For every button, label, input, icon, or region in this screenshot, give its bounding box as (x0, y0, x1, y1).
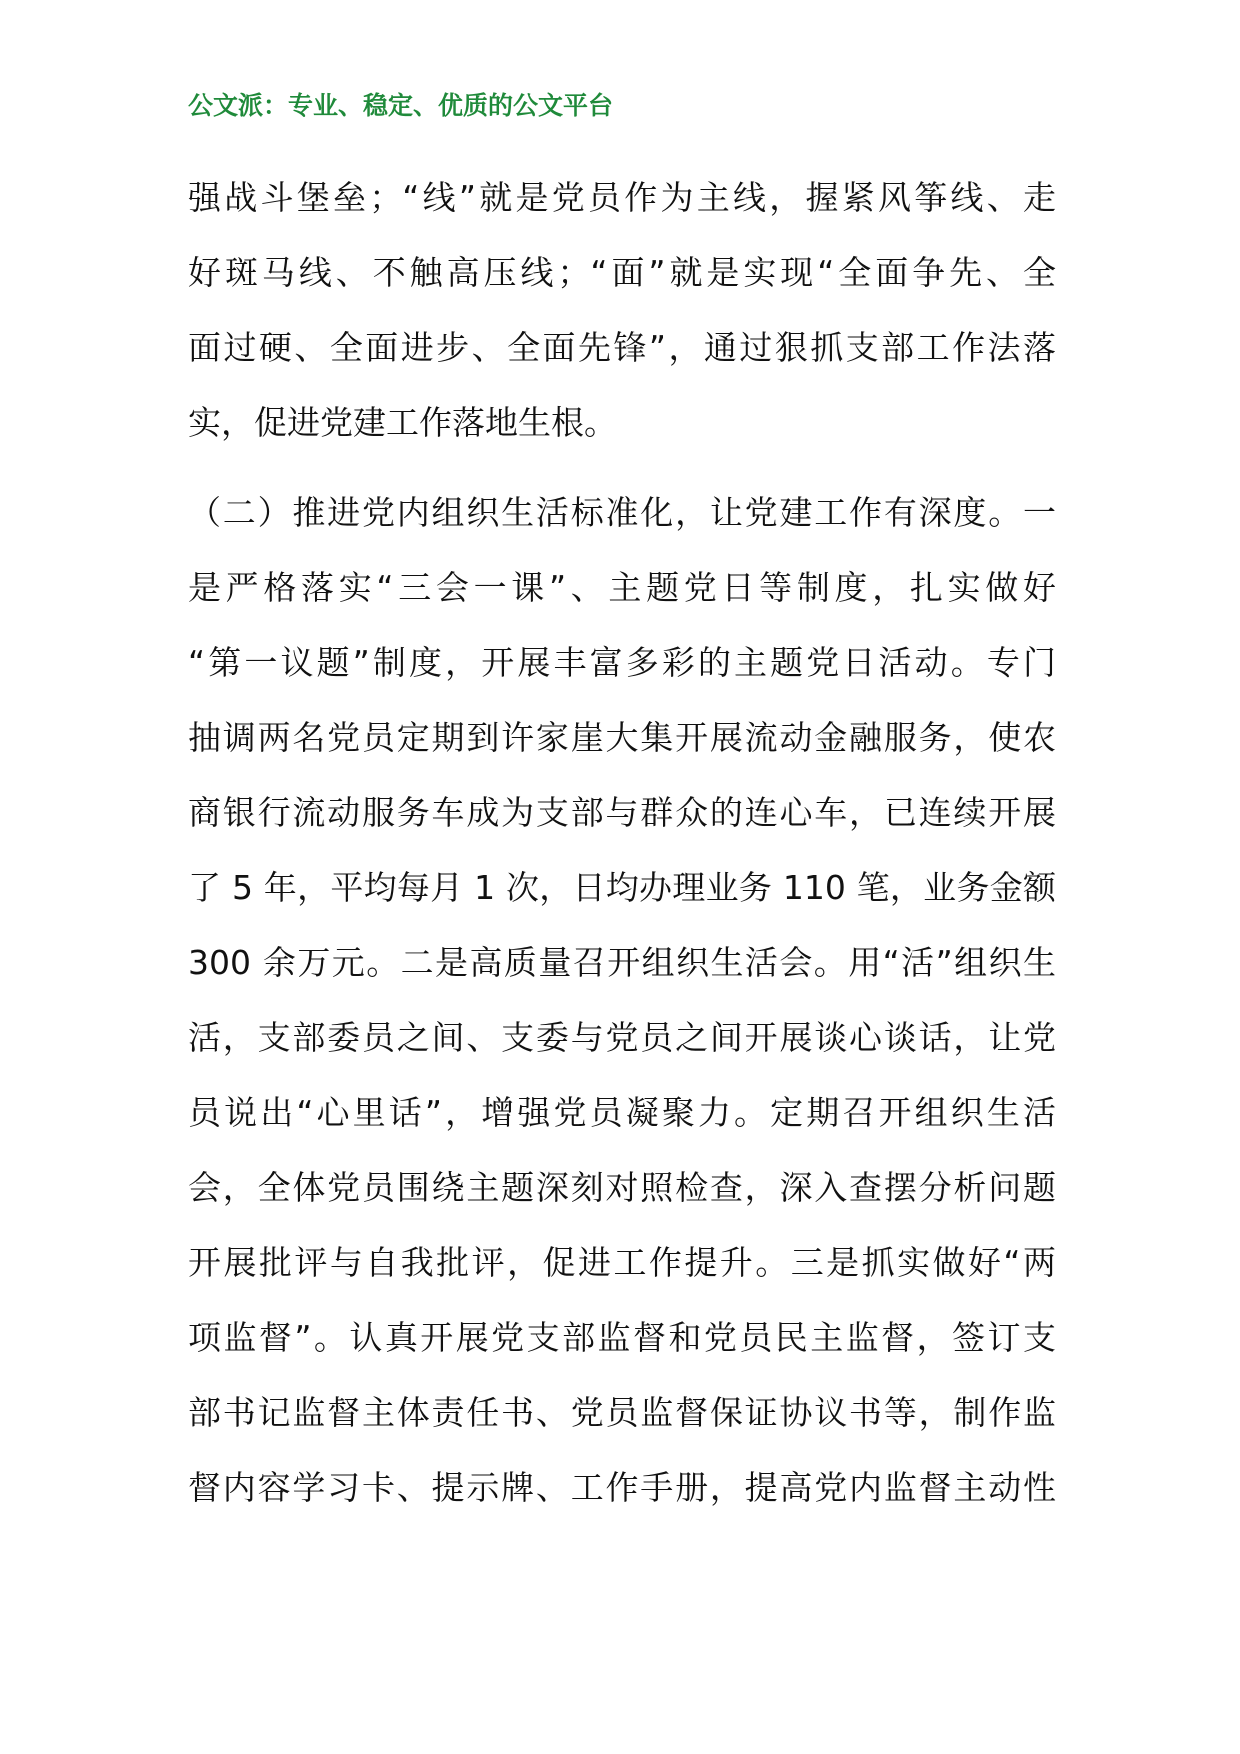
text-line: 项监督”。认真开展党支部监督和党员民主监督，签订支 (188, 1318, 1056, 1357)
text-line: 商银行流动服务车成为支部与群众的连心车，已连续开展 (188, 793, 1056, 832)
text-line: 面过硬、全面进步、全面先锋”，通过狠抓支部工作法落 (188, 328, 1056, 367)
text-line: 是严格落实“三会一课”、主题党日等制度，扎实做好 (188, 568, 1056, 607)
paragraph (188, 168, 1056, 468)
text-line: 开展批评与自我批评，促进工作提升。三是抓实做好“两 (188, 1243, 1056, 1282)
paragraph-gap (188, 468, 1056, 483)
text-line: 督内容学习卡、提示牌、工作手册，提高党内监督主动性 (188, 1468, 1056, 1507)
text-line: 活，支部委员之间、支委与党员之间开展谈心谈话，让党 (188, 1018, 1056, 1057)
text-line: 300 余万元。二是高质量召开组织生活会。用“活”组织生 (188, 943, 1056, 982)
text-line: “第一议题”制度，开展丰富多彩的主题党日活动。专门 (188, 643, 1056, 682)
text-line: 实，促进党建工作落地生根。 (188, 403, 617, 442)
text-line: 部书记监督主体责任书、党员监督保证协议书等，制作监 (188, 1393, 1056, 1432)
text-line: 强战斗堡垒；“线”就是党员作为主线，握紧风筝线、走 (188, 178, 1056, 217)
paragraph (188, 483, 1056, 1533)
text-line: （二）推进党内组织生活标准化，让党建工作有深度。一 (188, 493, 1056, 532)
text-line: 员说出“心里话”，增强党员凝聚力。定期召开组织生活 (188, 1093, 1056, 1132)
text-line: 了 5 年，平均每月 1 次，日均办理业务 110 笔，业务金额 (188, 868, 1056, 907)
text-line: 抽调两名党员定期到许家崖大集开展流动金融服务，使农 (188, 718, 1056, 757)
document-body (188, 168, 1056, 1533)
text-line: 会，全体党员围绕主题深刻对照检查，深入查摆分析问题 (188, 1168, 1056, 1207)
text-line: 好斑马线、不触高压线；“面”就是实现“全面争先、全 (188, 253, 1056, 292)
page-header: 公文派：专业、稳定、优质的公文平台 (188, 91, 614, 120)
